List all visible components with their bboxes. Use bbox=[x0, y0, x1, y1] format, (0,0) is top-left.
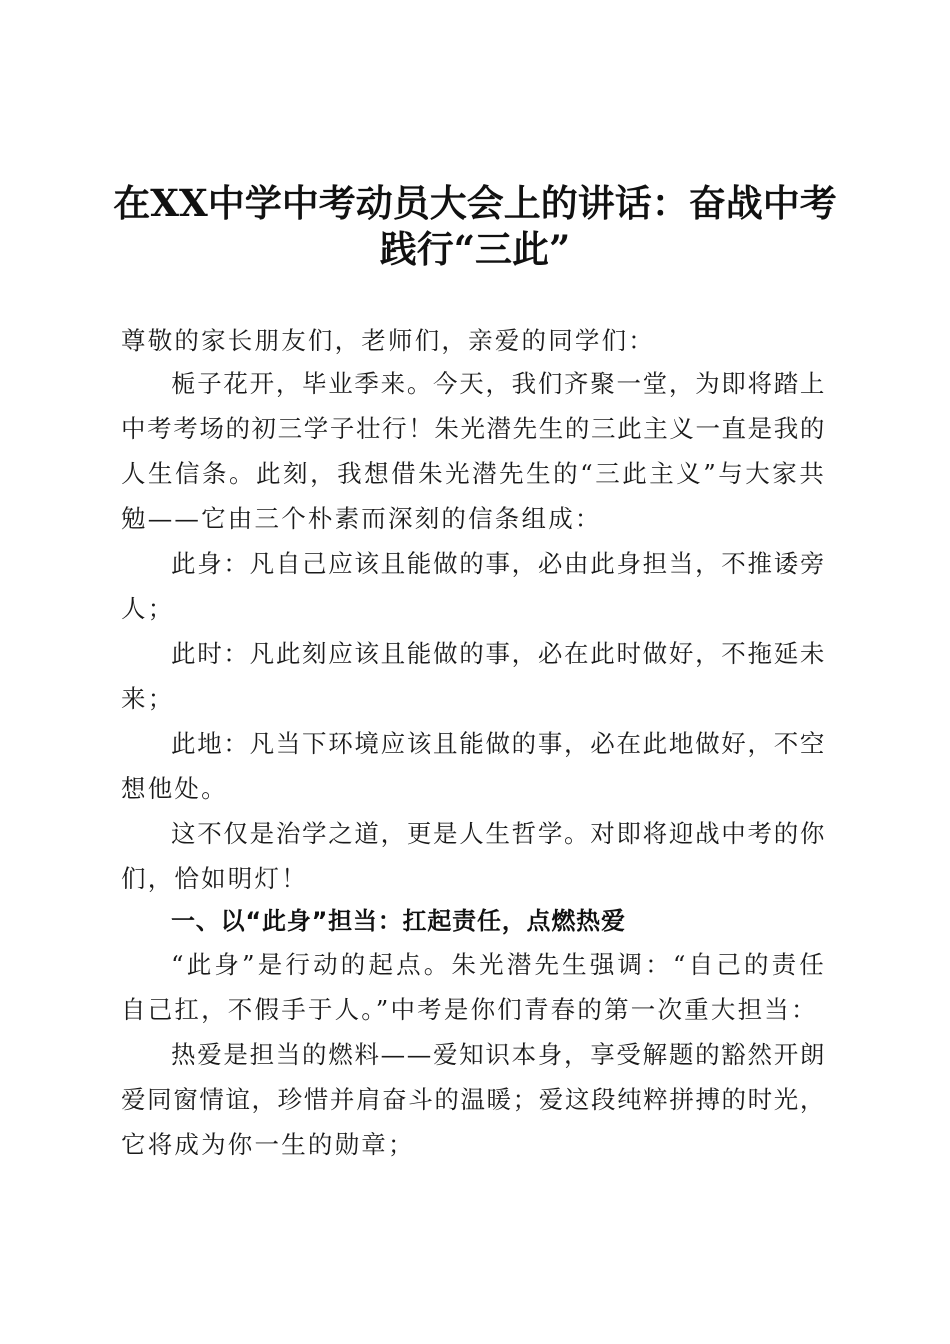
paragraph-1-line-1: 栀子花开，毕业季来。今天，我们齐聚一堂，为即将踏上 bbox=[171, 369, 826, 398]
greeting-line: 尊敬的家长朋友们，老师们，亲爱的同学们： bbox=[121, 326, 655, 355]
paragraph-7-line-2: 爱同窗情谊，珍惜并肩奋斗的温暖；爱这段纯粹拼搏的时光， bbox=[121, 1085, 826, 1114]
paragraph-1-line-3: 人生信条。此刻，我想借朱光潜先生的“三此主义”与大家共 bbox=[121, 459, 826, 488]
paragraph-5-line-2: 们，恰如明灯！ bbox=[121, 864, 308, 893]
paragraph-2-line-2: 人； bbox=[121, 594, 175, 623]
document-title-line-1: 在XX中学中考动员大会上的讲话：奋战中考 bbox=[113, 181, 837, 225]
paragraph-7-line-3: 它将成为你一生的勋章； bbox=[121, 1130, 415, 1159]
section-heading-1: 一、以“此身”担当：扛起责任，点燃热爱 bbox=[171, 907, 626, 935]
paragraph-5-line-1: 这不仅是治学之道，更是人生哲学。对即将迎战中考的你 bbox=[171, 819, 826, 848]
paragraph-1-line-4: 勉——它由三个朴素而深刻的信条组成： bbox=[121, 504, 602, 533]
document-title-line-2: 践行“三此” bbox=[379, 227, 571, 271]
paragraph-3-line-2: 来； bbox=[121, 684, 175, 713]
paragraph-7-line-1: 热爱是担当的燃料——爱知识本身，享受解题的豁然开朗 bbox=[171, 1040, 826, 1069]
paragraph-6-line-2: 自己扛，不假手于人。”中考是你们青春的第一次重大担当： bbox=[121, 995, 818, 1024]
paragraph-6-line-1: “此身”是行动的起点。朱光潜先生强调：“自己的责任 bbox=[171, 950, 826, 979]
paragraph-3-line-1: 此时：凡此刻应该且能做的事，必在此时做好，不拖延未 bbox=[171, 639, 826, 668]
paragraph-4-line-2: 想他处。 bbox=[121, 774, 228, 803]
paragraph-1-line-2: 中考考场的初三学子壮行！朱光潜先生的三此主义一直是我的 bbox=[121, 414, 826, 443]
paragraph-4-line-1: 此地：凡当下环境应该且能做的事，必在此地做好，不空 bbox=[171, 729, 826, 758]
paragraph-2-line-1: 此身：凡自己应该且能做的事，必由此身担当，不推诿旁 bbox=[171, 549, 826, 578]
